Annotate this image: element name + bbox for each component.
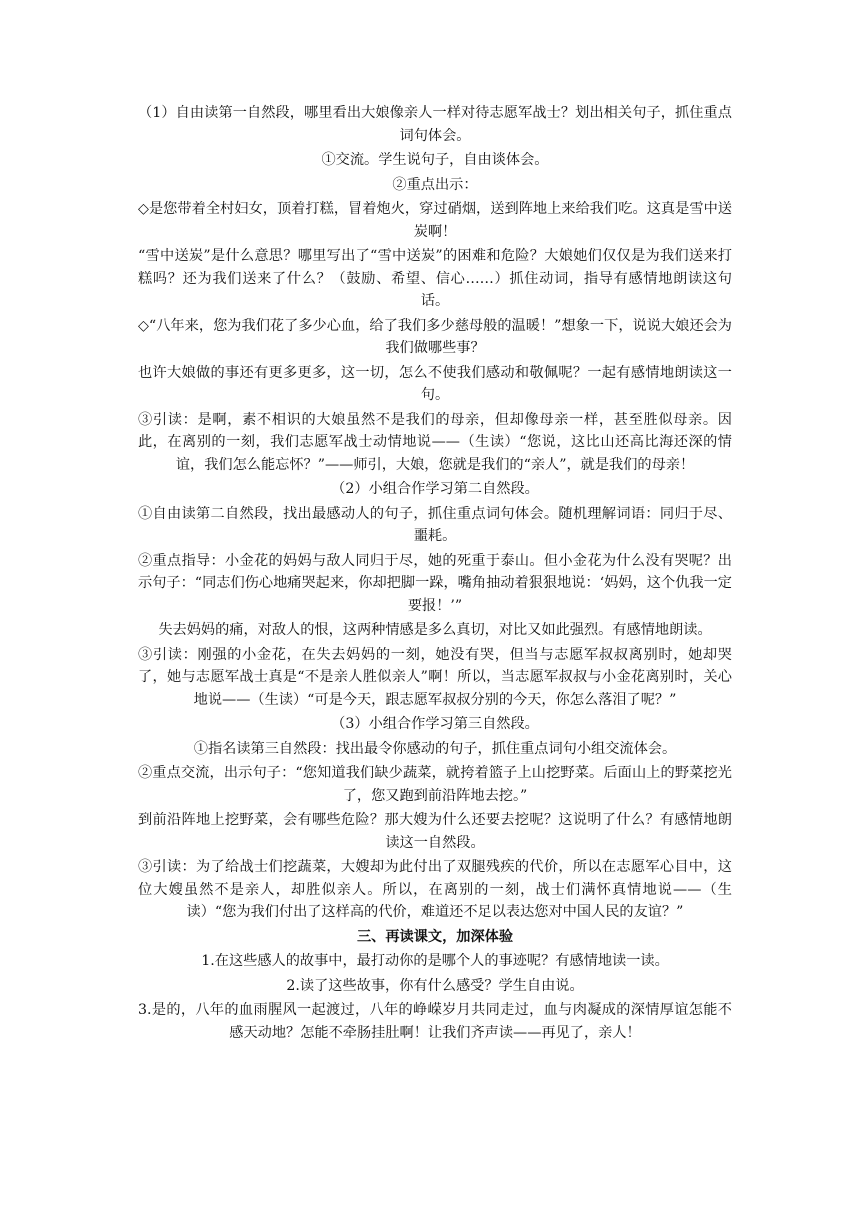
paragraph: ③引读：刚强的小金花，在失去妈妈的一刻，她没有哭，但当与志愿军叔叔离别时，她却哭了，她与志愿军战士真是“不是亲人胜似亲人”啊！所以，当志愿军叔叔与小金花离别时，关心地说——（生读）“可是今天，跟志愿军叔叔分别的今天，你怎么落泪了呢？” bbox=[138, 646, 732, 708]
paragraph: ①交流。学生说句子，自由谈体会。 bbox=[321, 152, 549, 168]
paragraph: 2.读了这些故事，你有什么感受？学生自由说。 bbox=[286, 977, 584, 994]
paragraph: ②重点交流，出示句子：“您知道我们缺少蔬菜，就挎着篮子上山挖野菜。后面山上的野菜挖光了，您又跑到前沿阵地去挖。” bbox=[138, 765, 732, 804]
paragraph: 3.是的，八年的血雨腥风一起渡过，八年的峥嵘岁月共同走过，血与肉凝成的深情厚谊怎能不感天动地？怎能不牵肠挂肚啊！让我们齐声读——再见了，亲人！ bbox=[138, 1002, 732, 1041]
paragraph: ◇是您带着全村妇女，顶着打糕，冒着炮火，穿过硝烟，送到阵地上来给我们吃。这真是雪中送炭啊！ bbox=[138, 201, 732, 240]
document-body bbox=[138, 102, 732, 1046]
paragraph: “雪中送炭”是什么意思？哪里写出了“雪中送炭”的困难和危险？大娘她们仅仅是为我们送来打糕吗？还为我们送来了什么？（鼓励、希望、信心……）抓住动词，指导有感情地朗读这句话。 bbox=[138, 248, 732, 309]
paragraph: 到前沿阵地上挖野菜，会有哪些危险？那大嫂为什么还要去挖呢？这说明了什么？有感情地朗读这一自然段。 bbox=[138, 812, 732, 851]
paragraph: 1.在这些感人的故事中，最打动你的是哪个人的事迹呢？有感情地读一读。 bbox=[201, 953, 669, 969]
paragraph: ③引读：为了给战士们挖蔬菜，大嫂却为此付出了双腿残疾的代价，所以在志愿军心目中，这位大嫂虽然不是亲人，却胜似亲人。所以，在离别的一刻，战士们满怀真情地说——（生读）“您为我们付出了这样高的代价，难道还不足以表达您对中国人民的友谊？” bbox=[138, 859, 732, 920]
paragraph: （1）自由读第一自然段，哪里看出大娘像亲人一样对待志愿军战士？划出相关句子，抓住重点词句体会。 bbox=[138, 105, 732, 144]
paragraph: 失去妈妈的痛，对敌人的恨，这两种情感是多么真切，对比又如此强烈。有感情地朗读。 bbox=[158, 622, 712, 638]
paragraph: （3）小组合作学习第三自然段。 bbox=[331, 716, 539, 732]
paragraph: 也许大娘做的事还有更多更多，这一切，怎么不使我们感动和敬佩呢？一起有感情地朗读这一句。 bbox=[138, 364, 732, 403]
paragraph: ①指名读第三自然段：找出最令你感动的句子，抓住重点词句小组交流体会。 bbox=[193, 740, 677, 757]
paragraph: ①自由读第二自然段，找出最感动人的句子，抓住重点词句体会。随机理解词语：同归于尽、噩耗。 bbox=[138, 505, 732, 544]
section-heading: 三、再读课文，加深体验 bbox=[356, 928, 514, 945]
paragraph: （2）小组合作学习第二自然段。 bbox=[331, 481, 539, 497]
paragraph: ◇“八年来，您为我们花了多少心血，给了我们多少慈母般的温暖！”想象一下，说说大娘还会为我们做哪些事？ bbox=[138, 317, 732, 356]
paragraph: ②重点出示： bbox=[392, 176, 478, 193]
paragraph: ③引读：是啊，素不相识的大娘虽然不是我们的母亲，但却像母亲一样，甚至胜似母亲。因此，在离别的一刻，我们志愿军战士动情地说——（生读）“您说，这比山还高比海还深的情谊，我们怎么能忘怀？”——师引，大娘，您就是我们的“亲人”，就是我们的母亲！ bbox=[138, 411, 732, 473]
paragraph: ②重点指导：小金花的妈妈与敌人同归于尽，她的死重于泰山。但小金花为什么没有哭呢？出示句子：“同志们伤心地痛哭起来，你却把脚一跺，嘴角抽动着狠狠地说：‘妈妈，这个仇我一定要报！’” bbox=[138, 552, 732, 614]
